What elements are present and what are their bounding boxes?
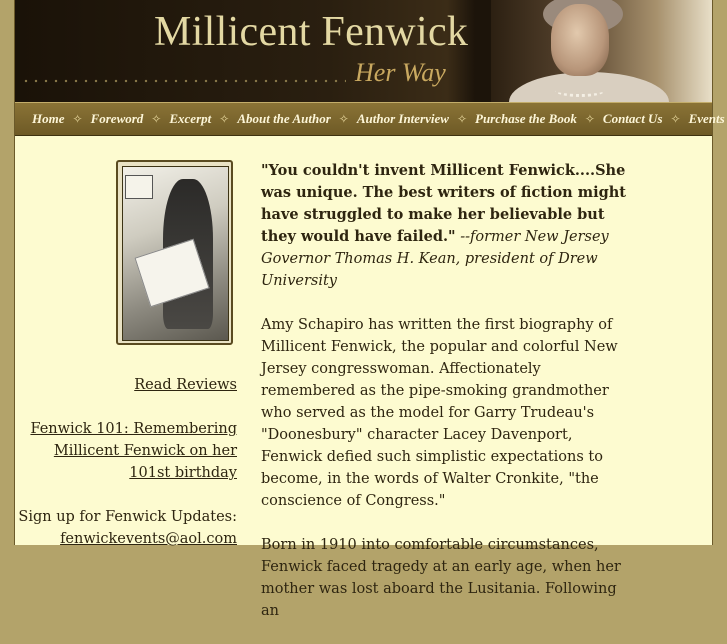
read-reviews-link[interactable]: Read Reviews [134,377,237,393]
fenwick-101-link[interactable]: Fenwick 101: Remembering Millicent Fenwick on her 101st birthday [30,421,237,481]
dotted-divider [21,79,346,83]
signup-email-link[interactable]: fenwickevents@aol.com [60,531,237,547]
main-content [261,160,631,644]
nav-about-the-author[interactable]: About the Author [237,111,331,126]
fenwick-reading-photo [116,160,233,345]
nav-separator-icon: ✧ [584,112,595,126]
site-subtitle: Her Way [355,58,446,87]
nav-contact-us[interactable]: Contact Us [602,111,663,126]
page-frame [14,0,725,619]
nav-home[interactable]: Home [32,111,65,126]
author-portrait [491,0,712,102]
nav-separator-icon: ✧ [72,112,83,126]
quote-text: "You couldn't invent Millicent Fenwick....She was unique. The best writers of fiction might have struggled to make her believable but they would have failed." [261,162,626,245]
nav-author-interview[interactable]: Author Interview [356,111,449,126]
nav-purchase-the-book[interactable]: Purchase the Book [475,111,577,126]
site-title: Millicent Fenwick [154,9,469,55]
signup-label: Sign up for Fenwick Updates: [18,509,237,525]
nav-excerpt[interactable]: Excerpt [169,111,212,126]
paragraph-2: Born in 1910 into comfortable circumstances, Fenwick faced tragedy at an early age, when her mother was lost aboard the Lusitania. Following an [261,537,621,619]
quote-attribution: --former New Jersey Governor Thomas H. Kean, president of Drew University [261,229,609,289]
nav-separator-icon: ✧ [219,112,230,126]
site-header [15,0,712,102]
nav-separator-icon: ✧ [338,112,349,126]
nav-foreword[interactable]: Foreword [90,111,144,126]
nav-events[interactable]: Events [688,111,725,126]
main-nav [15,102,725,136]
nav-separator-icon: ✧ [456,112,467,126]
nav-separator-icon: ✧ [151,112,162,126]
intro-quote [261,160,631,292]
nav-separator-icon: ✧ [670,112,681,126]
paragraph-1: Amy Schapiro has written the first biography of Millicent Fenwick, the popular and colorful New Jersey congresswoman. Affectionately remembered as the pipe-smoking grandmother who served as the model for Garry Trudeau's "Doonesbury" character Lacey Davenport, Fenwick defied such simplistic expectations to become, in the words of Walter Cronkite, "the conscience of Congress." [261,317,618,509]
